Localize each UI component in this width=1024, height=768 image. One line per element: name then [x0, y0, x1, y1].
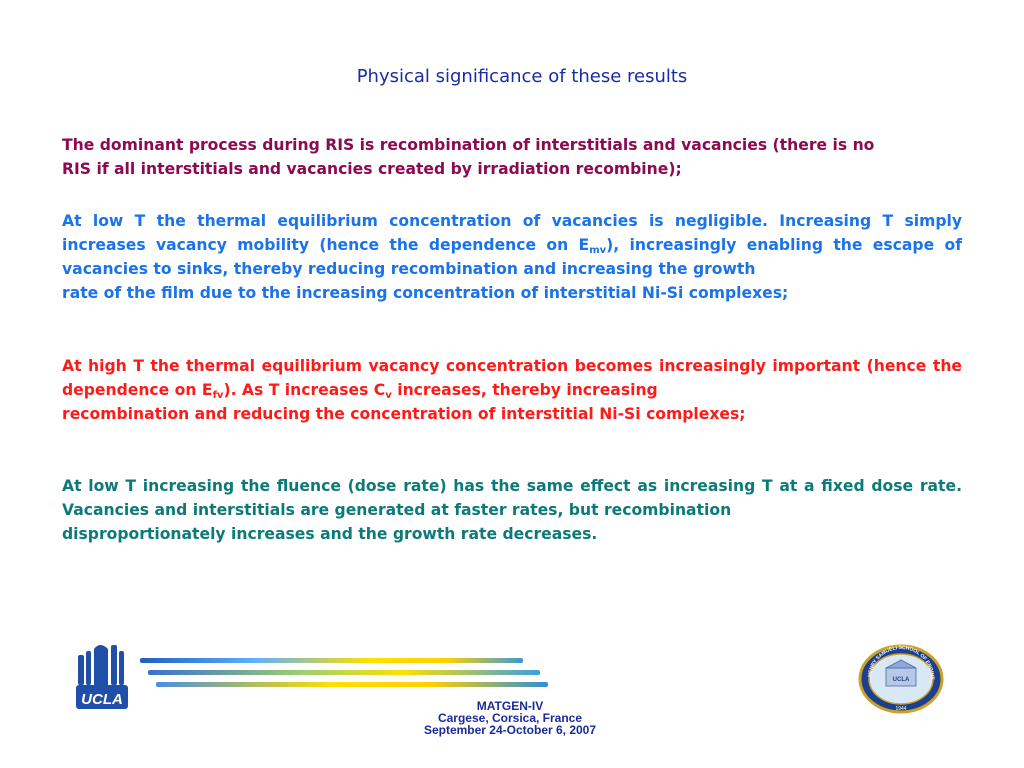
p2-text-a: At low T the thermal equilibrium concentration of vacancies is negligible. Increasing T simply increases vacancy mobility (hence the dependence on E	[62, 212, 962, 254]
ucla-logo	[74, 641, 132, 713]
p1-text-b: RIS if all interstitials and vacancies created by irradiation recombine);	[62, 160, 682, 178]
p4-text-a: At low T increasing the fluence (dose rate) has the same effect as increasing T at a fixed dose rate. Vacancies and interstitials are generated at faster rates, but recombination	[62, 477, 962, 519]
footer-line-3: September 24-October 6, 2007	[423, 723, 597, 737]
seal-inner-text: UCLA	[892, 677, 910, 683]
p2-text-c: rate of the film due to the increasing concentration of interstitial Ni-Si complexes;	[62, 284, 789, 302]
p3-subscript-v: v	[385, 390, 392, 401]
stripe-2	[148, 670, 540, 675]
p3-text-d: recombination and reducing the concentration of interstitial Ni-Si complexes;	[62, 405, 746, 423]
engineering-school-seal	[858, 644, 944, 714]
p3-text-b: ). As T increases C	[223, 381, 386, 399]
p3-subscript-fv: fv	[212, 390, 224, 401]
stripe-1	[140, 658, 523, 663]
stripe-3	[156, 682, 548, 687]
paragraph-low-t	[62, 209, 962, 305]
decorative-stripes	[140, 658, 550, 690]
ucla-logo-text: UCLA	[81, 691, 123, 708]
footer-line-2: Cargese, Corsica, France	[437, 711, 583, 725]
p3-text-a: At high T the thermal equilibrium vacancy concentration becomes increasingly important (hence the dependence on E	[62, 357, 962, 399]
p1-text-a: The dominant process during RIS is recombination of interstitials and vacancies (there is no	[62, 136, 875, 154]
paragraph-ris-recombination	[62, 133, 962, 181]
p4-text-b: disproportionately increases and the growth rate decreases.	[62, 525, 598, 543]
seal-year: 1944	[895, 706, 907, 712]
paragraph-high-t	[62, 354, 962, 426]
paragraph-fluence	[62, 474, 962, 546]
slide-title: Physical significance of these results	[356, 66, 688, 87]
footer-conference-info	[380, 700, 640, 736]
footer-line-1: MATGEN-IV	[476, 699, 544, 713]
p3-text-c: increases, thereby increasing	[391, 381, 658, 399]
p2-subscript-mv: mv	[589, 245, 607, 256]
p2-text-b: ), increasingly enabling the escape of vacancies to sinks, thereby reducing recombination and increasing the growth	[62, 236, 962, 278]
seal-ring-text: HENRY SAMUELI SCHOOL OF ENGINE	[867, 644, 936, 680]
